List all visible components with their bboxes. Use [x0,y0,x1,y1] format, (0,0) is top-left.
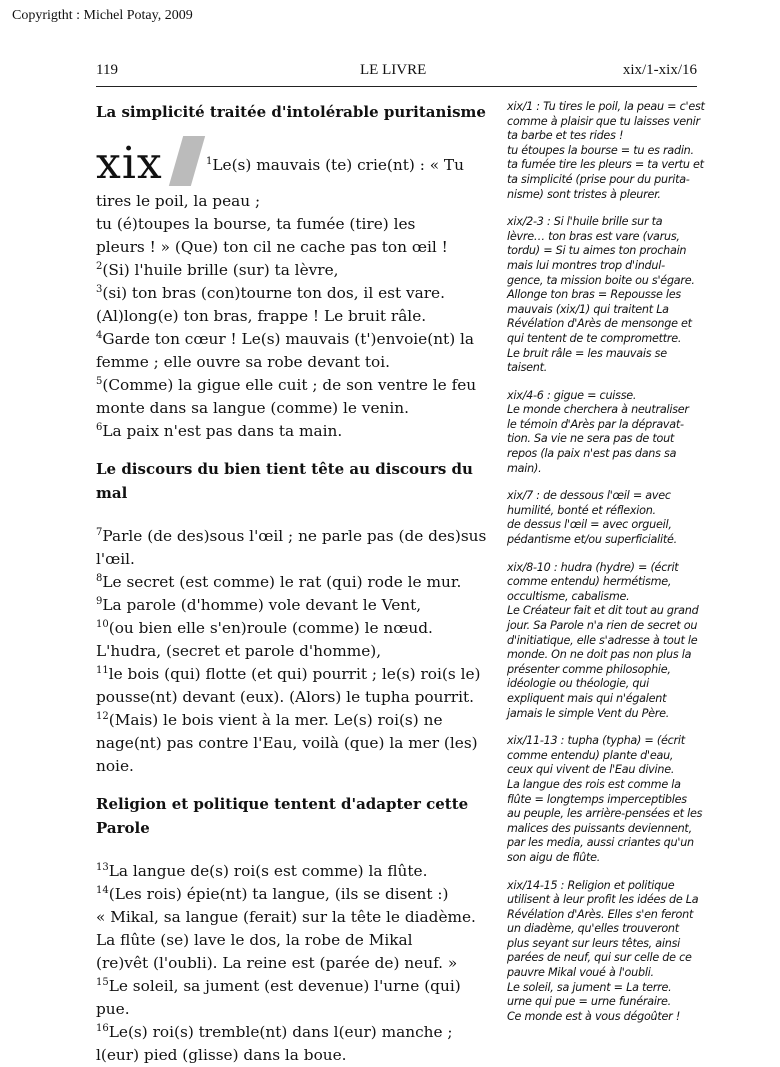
verse-number: 1 [206,155,213,167]
commentary-note [507,389,702,477]
note-line: un diadème, qu'elles trouveront [507,922,679,936]
note-line: plus seyant sur leurs têtes, ainsi [507,936,681,950]
verse-line: femme ; elle ouvre sa robe devant toi. [96,353,390,371]
verse-line: tu (é)toupes la bourse, ta fumée (tire) les [96,215,416,233]
note-line: flûte = longtemps imperceptibles [507,792,687,806]
note-line: Le Créateur fait et dit tout au grand [507,604,699,618]
note-line: tordu) = Si tu aimes ton prochain [507,244,687,258]
verse-range: xix/1-xix/16 [622,62,697,78]
verse-line [96,282,493,305]
section-title: La simplicité traitée d'intolérable puritanisme [96,103,486,121]
verse-number: 8 [96,572,103,584]
verse-line [96,420,493,443]
verse-line [96,860,493,883]
verse-text: (ou bien elle s'en)roule (comme) le nœud. [108,619,433,637]
note-line: xix/11-13 : tupha (typha) = (écrit [507,734,685,748]
note-line: ta barbe et tes rides ! [507,129,624,143]
verse-text: Le soleil, sa jument (est devenue) l'urne (qui) [108,977,461,995]
note-line: xix/8-10 : hudra (hydre) = (écrit [507,560,679,574]
note-line: xix/2-3 : Si l'huile brille sur ta [507,215,663,229]
note-line: présenter comme philosophie, [507,662,671,676]
note-line: au peuple, les arrière-pensées et les [507,807,703,821]
note-line: ta fumée tire les pleurs = ta vertu et [507,158,704,172]
note-line: pédantisme et/ou superficialité. [507,533,677,547]
note-line: utilisent à leur profit les idées de La [507,893,699,907]
verse-number: 5 [96,375,103,387]
verse-line: (re)vêt (l'oubli). La reine est (parée de) neuf. » [96,954,458,972]
note-line: occultisme, cabalisme. [507,589,630,603]
note-line: ta simplicité (prise pour du purita- [507,172,690,186]
verse-text: Parle (de des)sous l'œil ; ne parle pas (de des)sus [102,527,487,545]
commentary-note [507,489,702,547]
verse-text: (Comme) la gigue elle cuit ; de son ventre le feu [102,376,477,394]
verse-line [96,525,493,548]
note-line: Le bruit râle = les mauvais se [507,346,667,360]
verse-line: nage(nt) pas contre l'Eau, voilà (que) la mer (les) [96,734,478,752]
verse-line [96,594,493,617]
note-line: tion. Sa vie ne sera pas de tout [507,432,675,446]
verse-number: 15 [96,976,109,988]
verse-text: La langue de(s) roi(s est comme) la flûte. [108,862,428,880]
verse-line: « Mikal, sa langue (ferait) sur la tête le diadème. [96,908,476,926]
note-line: main). [507,461,542,475]
verse-text: (si) ton bras (con)tourne ton dos, il est vare. [102,284,445,302]
note-line: expliquent mais qui n'égalent [507,691,667,705]
note-line: urne qui pue = urne funéraire. [507,995,671,1009]
note-line: gence, ta mission boite ou s'égare. [507,273,695,287]
note-line: xix/4-6 : gigue = cuisse. [507,388,637,402]
note-line: son aigu de flûte. [507,850,601,864]
verse-number: 11 [96,664,109,676]
note-line: Ce monde est à vous dégoûter ! [507,1009,681,1023]
note-line: qui tentent de te compromettre. [507,331,682,345]
verse-text: Le(s) roi(s) tremble(nt) dans l(eur) manche ; [108,1023,453,1041]
verse-line: La flûte (se) lave le dos, la robe de Mikal [96,931,413,949]
verse-line: tires le poil, la peau ; [96,192,261,210]
chapter-opening [96,138,493,190]
verse-line: monte dans sa langue (comme) le venin. [96,399,409,417]
verse-number: 3 [96,283,103,295]
verse-number: 2 [96,260,103,272]
note-line: Révélation d'Arès de mensonge et [507,317,692,331]
commentary-note [507,734,702,865]
verse-line: pue. [96,1000,130,1018]
commentary-note [507,215,702,376]
section-title: Religion et politique tentent d'adapter cette Parole [96,795,469,837]
note-line: comme entendu) plante d'eau, [507,748,674,762]
note-line: xix/7 : de dessous l'œil = avec [507,489,671,503]
note-line: humilité, bonté et réflexion. [507,503,656,517]
verse-line [96,1021,493,1044]
note-line: lèvre… ton bras est vare (varus, [507,229,680,243]
verse-line [96,883,493,906]
note-line: La langue des rois est comme la [507,777,681,791]
note-line: tu étoupes la bourse = tu es radin. [507,143,694,157]
verse-line: noie. [96,757,134,775]
verse-number: 14 [96,884,109,896]
verse-line [96,259,493,282]
verse-text: La paix n'est pas dans ta main. [102,422,343,440]
note-line: jamais le simple Vent du Père. [507,706,670,720]
note-line: nisme) sont tristes à pleurer. [507,187,661,201]
copyright-notice: Copyrigtht : Michel Potay, 2009 [12,8,193,23]
note-line: le témoin d'Arès par la dépravat- [507,417,684,431]
note-line: xix/1 : Tu tires le poil, la peau = c'est [507,100,705,113]
note-line: idéologie ou théologie, qui [507,677,649,691]
note-line: monde. On ne doit pas non plus la [507,648,692,662]
chapter-slash-ornament [169,136,205,186]
note-line: Le soleil, sa jument = La terre. [507,980,672,994]
verse-number: 13 [96,861,109,873]
note-line: parées de neuf, qui sur celle de ce [507,951,692,965]
commentary-note [507,561,702,722]
note-line: mais lui montres trop d'indul- [507,258,665,272]
verse-line: L'hudra, (secret et parole d'homme), [96,642,382,660]
note-line: Révélation d'Arès. Elles s'en feront [507,907,694,921]
verse-text: (Si) l'huile brille (sur) ta lèvre, [102,261,339,279]
verse-line: pousse(nt) devant (eux). (Alors) le tupha pourrit. [96,688,474,706]
verse-number: 10 [96,618,109,630]
chapter-number: xix [96,138,163,189]
verse-line [96,571,493,594]
verse-text: (Les rois) épie(nt) ta langue, (ils se disent :) [108,885,449,903]
verse-text: Le secret (est comme) le rat (qui) rode le mur. [102,573,462,591]
note-line: xix/14-15 : Religion et politique [507,878,675,892]
verse-line [96,374,493,397]
note-line: malices des puissants deviennent, [507,821,692,835]
verse-line: (Al)long(e) ton bras, frappe ! Le bruit râle. [96,307,427,325]
header-rule [96,86,697,87]
commentary-note [507,100,705,202]
section-title: Le discours du bien tient tête au discours du mal [96,460,473,502]
verse-line: l(eur) pied (glisse) dans la boue. [96,1046,347,1064]
verse-line [96,663,493,686]
verse-number: 6 [96,421,103,433]
verse-number: 12 [96,710,109,722]
note-line: Le monde cherchera à neutraliser [507,403,689,417]
note-line: par les media, aussi criantes qu'un [507,836,694,850]
verse-number: 16 [96,1022,109,1034]
verse-line [96,617,493,640]
note-line: comme à plaisir que tu laisses venir [507,114,700,128]
commentary-note [507,879,702,1025]
note-line: de dessus l'œil = avec orgueil, [507,518,672,532]
verse-text: Le(s) mauvais (te) crie(nt) : « Tu [212,156,464,174]
verse-number: 7 [96,526,103,538]
verse-text: Garde ton cœur ! Le(s) mauvais (t')envoie(nt) la [102,330,475,348]
verse-line [96,975,493,998]
verse-text: La parole (d'homme) vole devant le Vent, [102,596,422,614]
main-text-column [96,100,493,1067]
note-line: ceux qui vivent de l'Eau divine. [507,763,675,777]
verse-text: le bois (qui) flotte (et qui) pourrit ; le(s) roi(s le) [108,665,481,683]
note-line: Allonge ton bras = Repousse les [507,288,681,302]
note-line: jour. Sa Parole n'a rien de secret ou [507,619,698,632]
running-title: LE LIVRE [360,62,427,78]
verse-line [206,154,464,177]
note-line: repos (la paix n'est pas dans sa [507,447,677,461]
verse-line [96,709,493,732]
page-number: 119 [96,62,118,78]
verse-number: 4 [96,329,103,341]
verse-text: (Mais) le bois vient à la mer. Le(s) roi(s) ne [108,711,443,729]
note-line: mauvais (xix/1) qui traitent La [507,302,669,316]
note-line: taisent. [507,361,548,375]
note-line: pauvre Mikal voué à l'oubli. [507,966,654,980]
note-line: comme entendu) hermétisme, [507,575,672,589]
note-line: d'initiatique, elle s'adresse à tout le [507,633,698,647]
verse-line [96,328,493,351]
verse-line: l'œil. [96,550,135,568]
verse-line: pleurs ! » (Que) ton cil ne cache pas ton œil ! [96,238,448,256]
verse-number: 9 [96,595,103,607]
commentary-column [507,100,705,1037]
